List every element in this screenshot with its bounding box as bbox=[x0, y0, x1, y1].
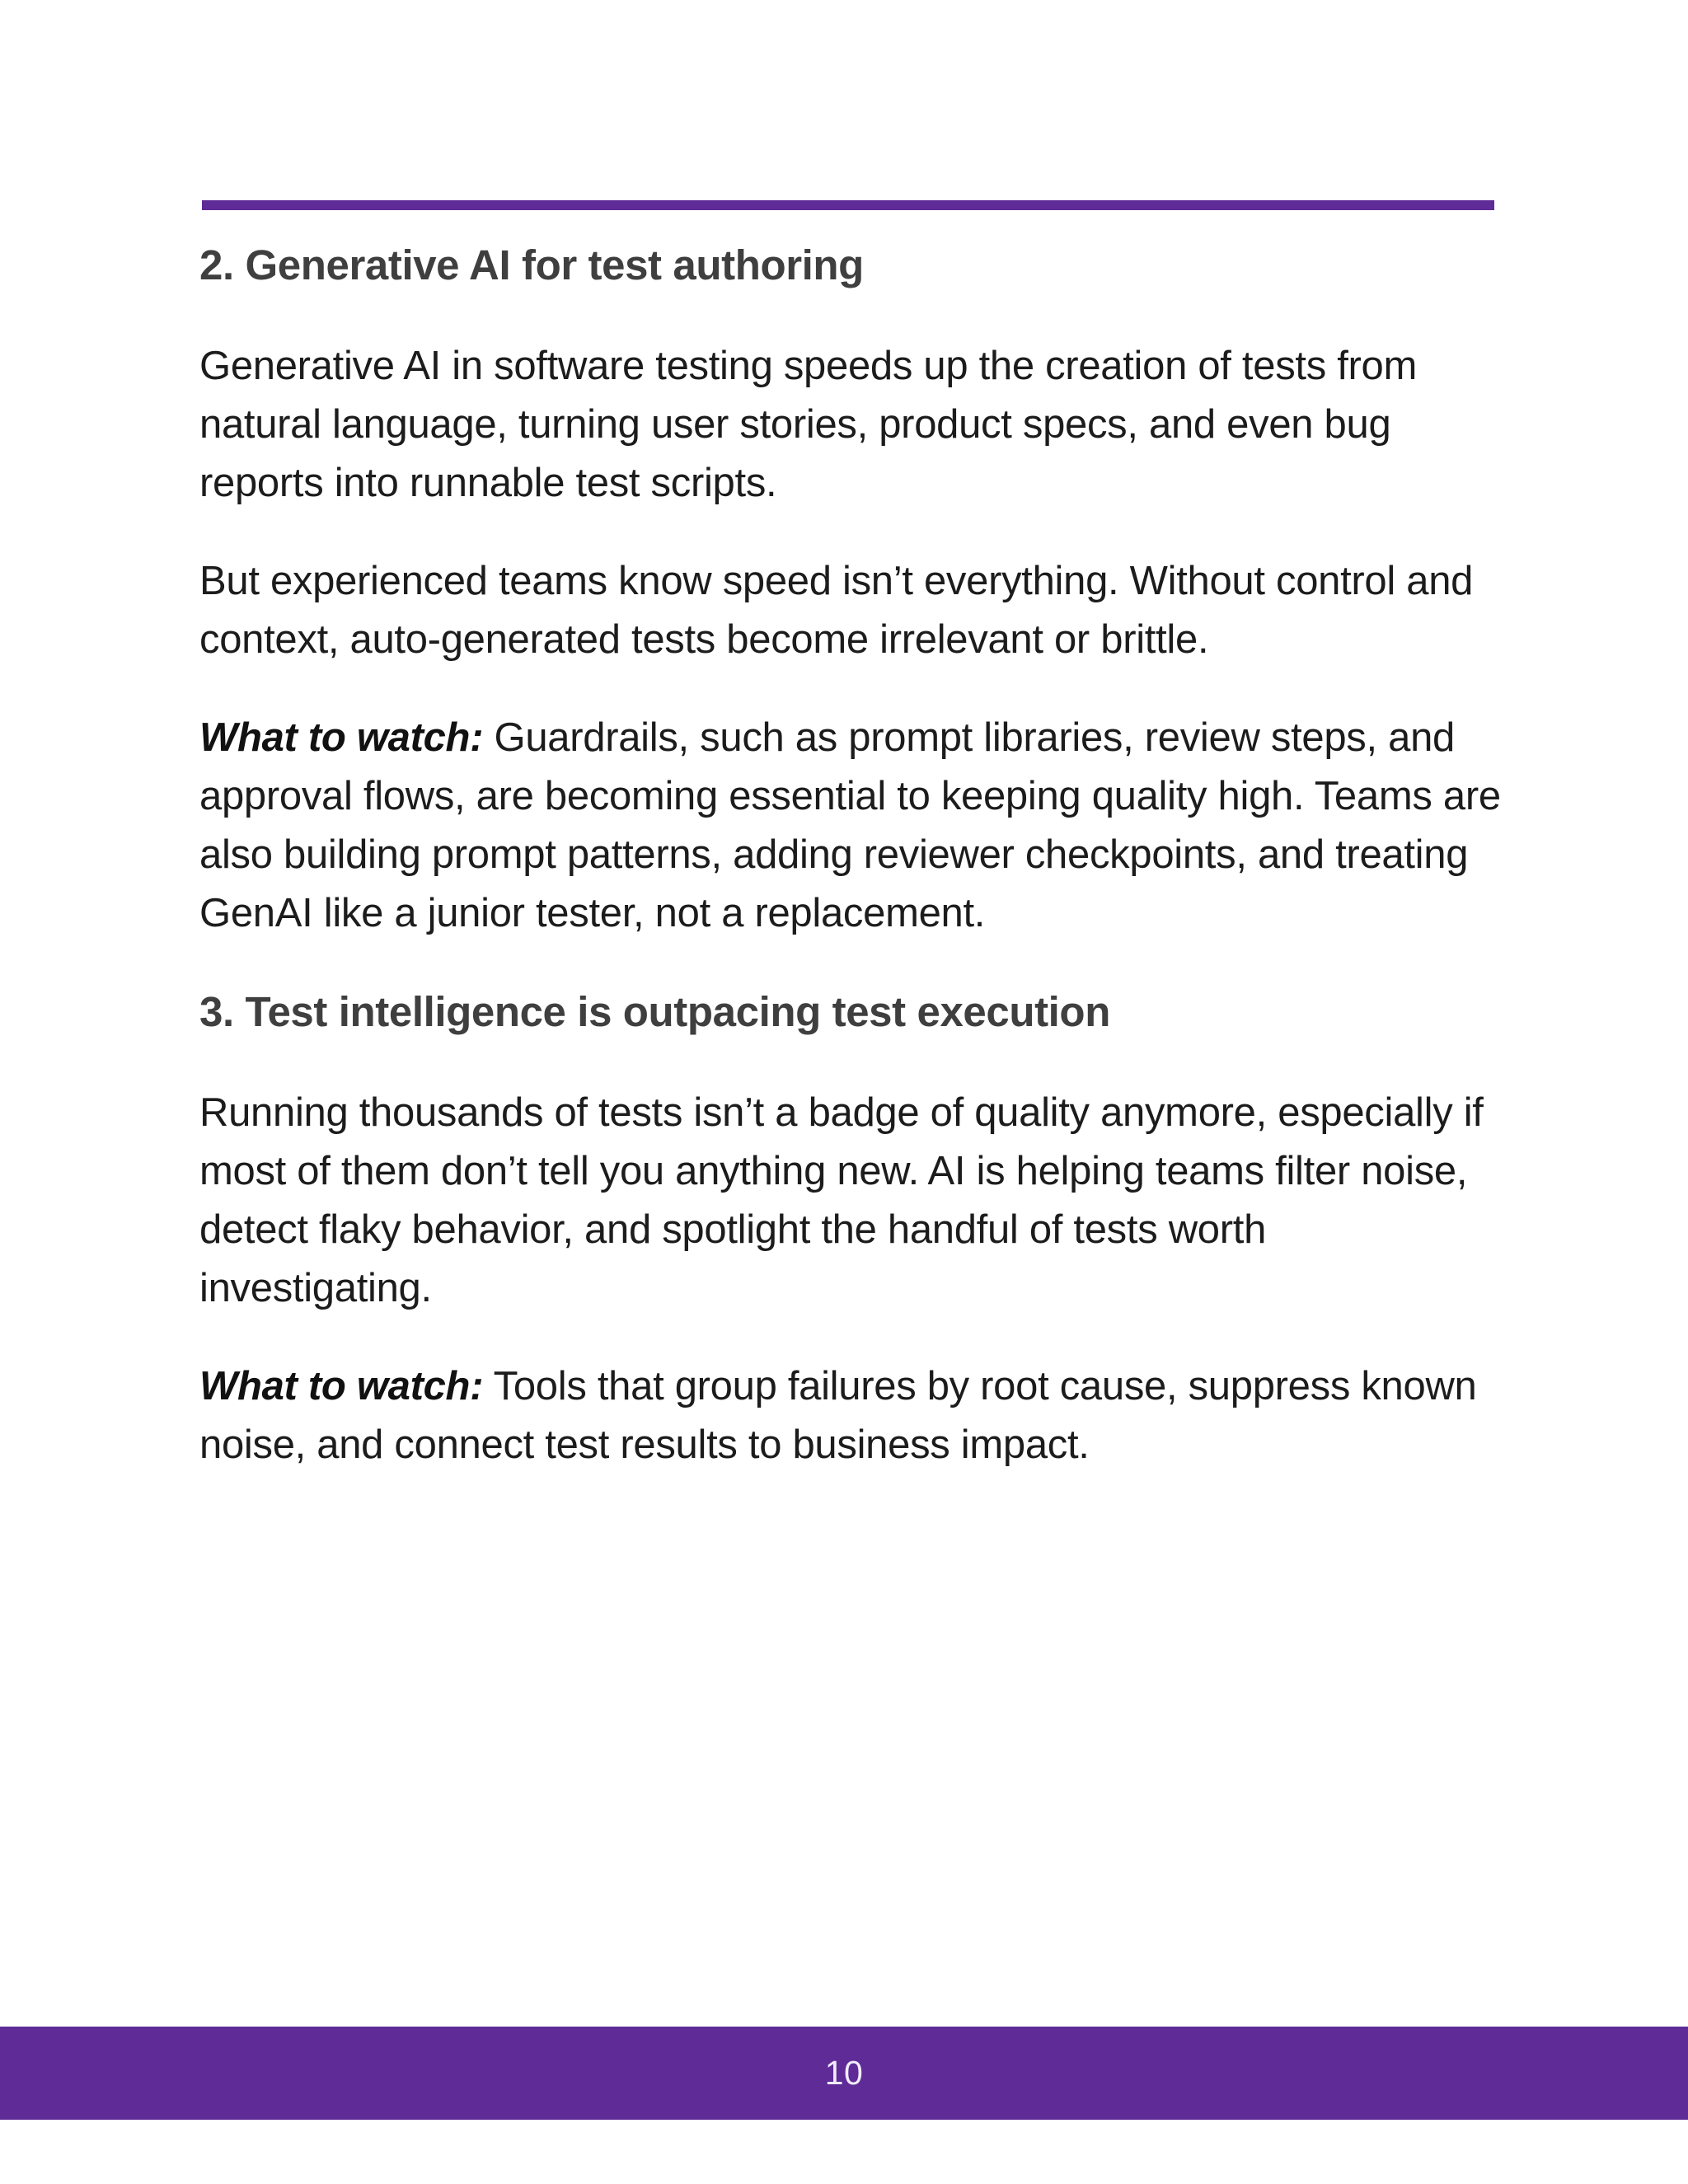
section-heading-generative-ai: 2. Generative AI for test authoring bbox=[199, 241, 864, 288]
paragraph-test-intelligence: Running thousands of tests isn’t a badge of quality anymore, especially if most of them don’t tell you anything new. AI is helping teams filter noise, detect flaky behavior, and spotlight the handful of tests worth investigating. bbox=[199, 1090, 1484, 1310]
footer-bar bbox=[0, 2027, 1688, 2120]
what-to-watch-label: What to watch: bbox=[199, 1364, 484, 1408]
what-to-watch-genai bbox=[199, 709, 1502, 943]
what-to-watch-test-intelligence bbox=[199, 1357, 1502, 1474]
section-heading-test-intelligence: 3. Test intelligence is outpacing test execution bbox=[199, 988, 1110, 1035]
what-to-watch-text: Tools that group failures by root cause, suppress known noise, and connect test results to business impact. bbox=[199, 1364, 1477, 1467]
paragraph-genai-intro: Generative AI in software testing speeds up the creation of tests from natural language, turning user stories, product specs, and even bug reports into runnable test scripts. bbox=[199, 344, 1418, 505]
section-divider bbox=[202, 200, 1494, 210]
what-to-watch-label: What to watch: bbox=[199, 715, 484, 760]
paragraph-genai-speed: But experienced teams know speed isn’t everything. Without control and context, auto-generated tests become irrelevant or brittle. bbox=[199, 559, 1474, 662]
what-to-watch-text: Guardrails, such as prompt libraries, review steps, and approval flows, are becoming essential to keeping quality high. Teams are also building prompt patterns, adding reviewer checkpoints, and treating GenAI like a junior tester, not a replacement. bbox=[199, 715, 1501, 935]
page-number: 10 bbox=[824, 2054, 864, 2092]
page-content bbox=[199, 239, 1502, 1474]
